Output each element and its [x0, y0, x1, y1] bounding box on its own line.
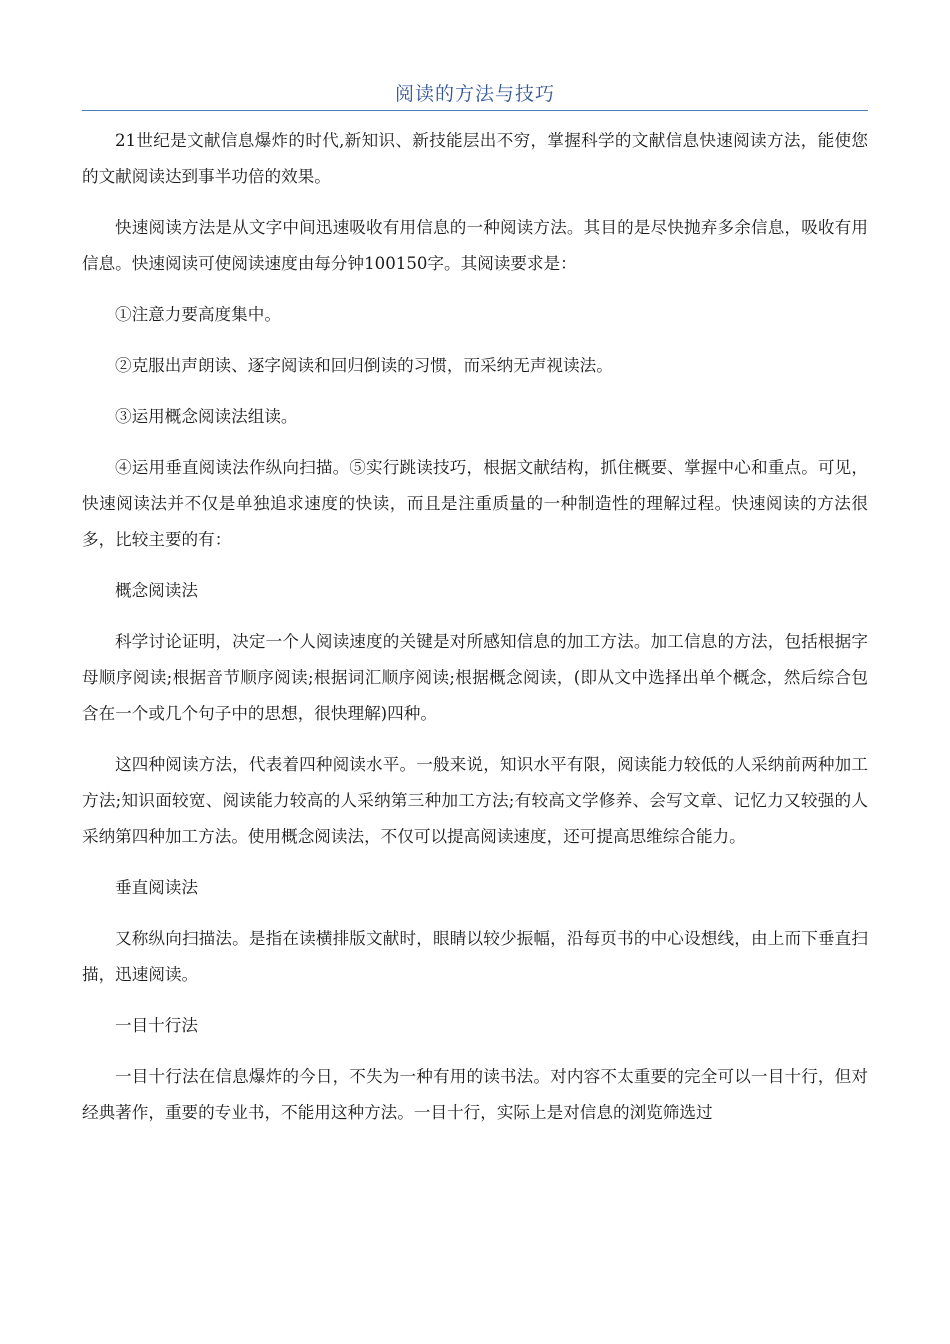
section-heading-vertical-reading: 垂直阅读法 [115, 878, 198, 897]
page-header [82, 80, 868, 111]
page-title: 阅读的方法与技巧 [394, 83, 555, 105]
list-item-1: ①注意力要高度集中。 [115, 305, 281, 324]
list-item-3: ③运用概念阅读法组读。 [115, 407, 298, 426]
section-heading-concept-reading: 概念阅读法 [115, 581, 198, 600]
paragraph-concept-reading: 科学讨论证明，决定一个人阅读速度的关键是对所感知信息的加工方法。加工信息的方法，包括根据字母顺序阅读;根据音节顺序阅读;根据词汇顺序阅读;根据概念阅读，(即从文中选择出单个概念，然后综合包含在一个或几个句子中的思想，很快理解)四种。 [82, 632, 868, 723]
paragraph-vertical-reading: 又称纵向扫描法。是指在读横排版文献时，眼睛以较少振幅，沿每页书的中心设想线，由上而下垂直扫描，迅速阅读。 [82, 929, 868, 984]
paragraph-intro: 21世纪是文献信息爆炸的时代,新知识、新技能层出不穷，掌握科学的文献信息快速阅读方法，能使您的文献阅读达到事半功倍的效果。 [82, 131, 868, 186]
section-heading-ten-lines: 一目十行法 [115, 1016, 198, 1035]
paragraph-ten-lines: 一目十行法在信息爆炸的今日，不失为一种有用的读书法。对内容不太重要的完全可以一目十行，但对经典著作，重要的专业书，不能用这种方法。一目十行，实际上是对信息的浏览筛选过 [82, 1067, 868, 1122]
paragraph-four-levels: 这四种阅读方法，代表着四种阅读水平。一般来说，知识水平有限，阅读能力较低的人采纳前两种加工方法;知识面较宽、阅读能力较高的人采纳第三种加工方法;有较高文学修养、会写文章、记忆力又较强的人采纳第四种加工方法。使用概念阅读法，不仅可以提高阅读速度，还可提高思维综合能力。 [82, 755, 868, 846]
list-item-4-5: ④运用垂直阅读法作纵向扫描。⑤实行跳读技巧，根据文献结构，抓住概要、掌握中心和重点。可见，快速阅读法并不仅是单独追求速度的快读，而且是注重质量的一种制造性的理解过程。快速阅读的方法很多，比较主要的有： [82, 458, 868, 549]
list-item-2: ②克服出声朗读、逐字阅读和回归倒读的习惯，而采纳无声视读法。 [115, 356, 613, 375]
document-body [82, 123, 868, 1146]
paragraph-fast-reading: 快速阅读方法是从文字中间迅速吸收有用信息的一种阅读方法。其目的是尽快抛弃多余信息，吸收有用信息。快速阅读可使阅读速度由每分钟100150字。其阅读要求是： [82, 218, 868, 273]
